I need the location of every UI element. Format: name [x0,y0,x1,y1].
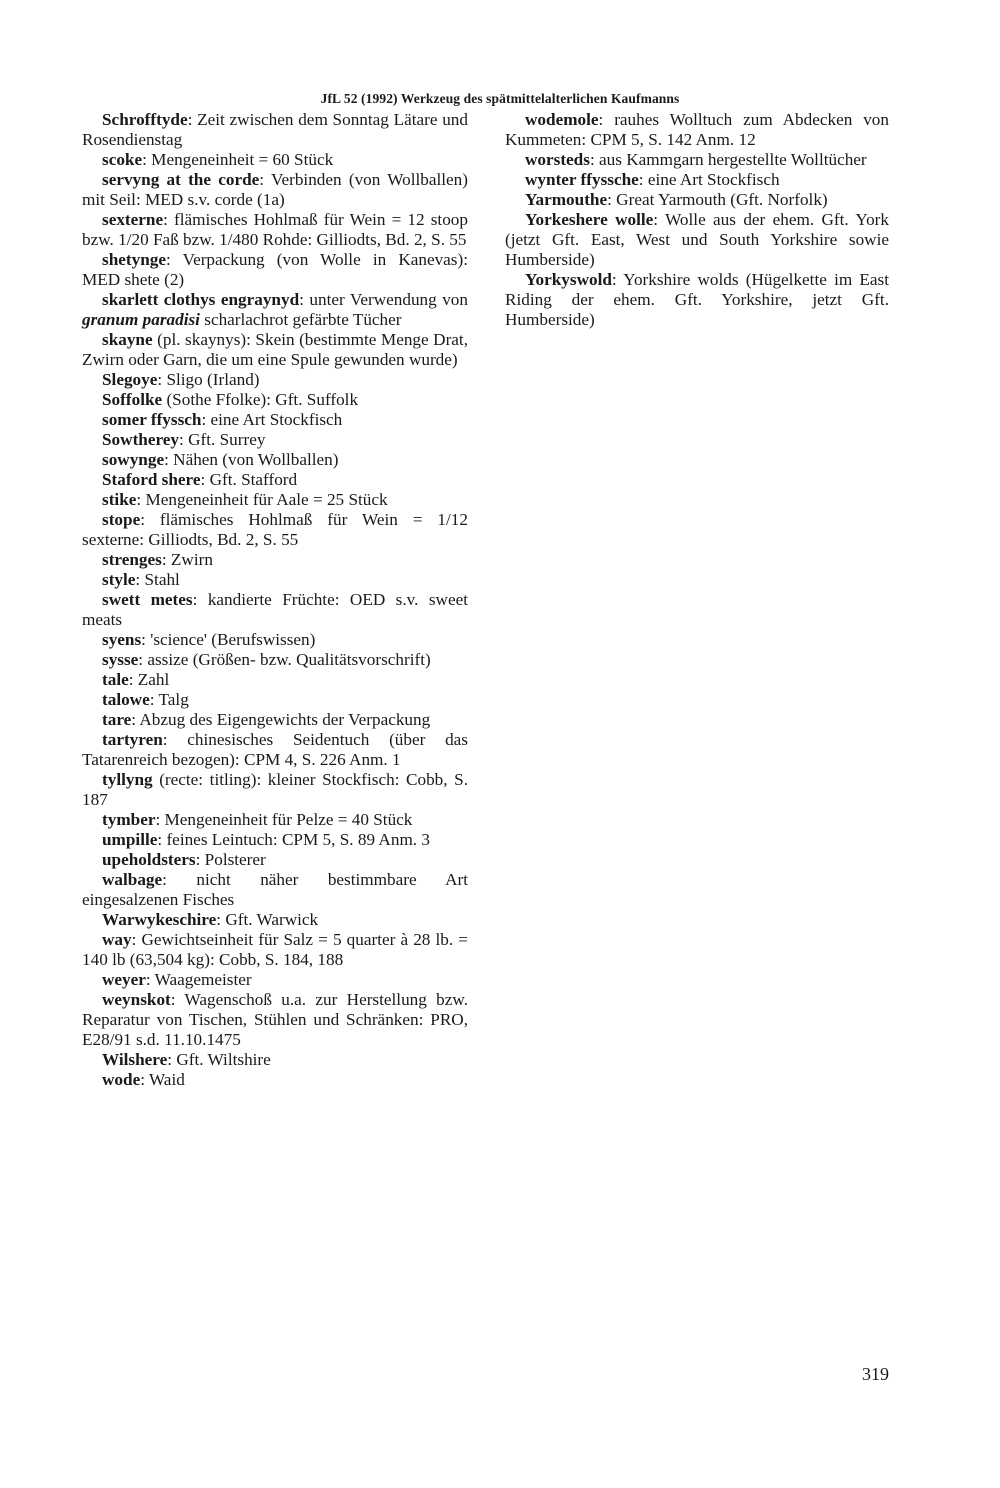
glossary-emphasis: granum paradisi [82,310,200,329]
glossary-definition: : Stahl [135,570,180,589]
glossary-definition: : Sligo (Irland) [157,370,260,389]
glossary-entry [82,290,468,330]
glossary-entry [82,110,468,150]
glossary-entry [82,330,468,370]
glossary-definition: : Verpackung (von Wolle in Kanevas): MED shete (2) [82,250,468,289]
glossary-definition: : Zwirn [161,550,213,569]
glossary-entry [505,270,889,330]
glossary-term: sysse [102,650,139,669]
glossary-definition: : Zahl [128,670,170,689]
glossary-entry [82,150,468,170]
glossary-entry [82,250,468,290]
glossary-term: tyllyng [102,770,153,789]
glossary-term: stike [102,490,137,509]
glossary-definition: : Wolle aus der ehem. Gft. York (jetzt Gft. East, West und South Yorkshire sowie Humberside) [505,210,889,269]
glossary-definition: : aus Kammgarn hergestellte Wolltücher [589,150,867,169]
glossary-term: strenges [102,550,162,569]
glossary-definition: : Gewichtseinheit für Salz = 5 quarter à 28 lb. = 140 lb (63,504 kg): Cobb, S. 184, 188 [82,930,468,969]
glossary-definition: : Gft. Wiltshire [167,1050,271,1069]
glossary-definition: : Wagenschoß u.a. zur Herstellung bzw. Reparatur von Tischen, Stühlen und Schränken: PRO, E28/91 s.d. 11.10.1475 [82,990,468,1049]
glossary-entry [82,970,468,990]
glossary-entry [82,930,468,970]
glossary-definition: : Mengeneinheit für Pelze = 40 Stück [155,810,413,829]
glossary-definition: : 'science' (Berufswissen) [141,630,316,649]
glossary-term: Schrofftyde [102,110,188,129]
glossary-entry [82,510,468,550]
glossary-entry [82,1050,468,1070]
glossary-definition: : Verbinden (von Wollballen) mit Seil: MED s.v. corde (1a) [82,170,468,209]
glossary-entry [82,650,468,670]
glossary-definition: : assize (Größen- bzw. Qualitätsvorschrift) [138,650,431,669]
glossary-entry [82,810,468,830]
glossary-term: Yorkyswold [525,270,612,289]
glossary-term: Yarmouthe [525,190,608,209]
glossary-term: shetynge [102,250,166,269]
glossary-term: Staford shere [102,470,201,489]
glossary-definition: : Abzug des Eigengewichts der Verpackung [131,710,431,729]
glossary-term: style [102,570,136,589]
glossary-term: syens [102,630,142,649]
glossary-definition: : eine Art Stockfisch [201,410,343,429]
glossary-entry [82,630,468,650]
glossary-entry [82,170,468,210]
glossary-definition: : rauhes Wolltuch zum Abdecken von Kummeten: CPM 5, S. 142 Anm. 12 [505,110,889,149]
glossary-entry [82,390,468,410]
glossary-term: tale [102,670,129,689]
glossary-definition: : nicht näher bestimmbare Art eingesalzenen Fisches [82,870,468,909]
glossary-term: talowe [102,690,150,709]
glossary-term: skayne [102,330,153,349]
glossary-entry [82,670,468,690]
glossary-entry [82,910,468,930]
glossary-entry [82,990,468,1050]
glossary-definition: scharlachrot gefärbte Tücher [199,310,402,329]
page-number: 319 [862,1364,889,1384]
glossary-term: Yorkeshere wolle [525,210,654,229]
glossary-definition: : flämisches Hohlmaß für Wein = 12 stoop bzw. 1/20 Faß bzw. 1/480 Rohde: Gilliodts, Bd. 2, S. 55 [82,210,468,249]
glossary-entry [82,430,468,450]
glossary-definition: : unter Verwendung von [299,290,468,309]
glossary-entry [82,770,468,810]
glossary-term: somer ffyssch [102,410,202,429]
glossary-definition: : Gft. Warwick [216,910,319,929]
glossary-definition: : eine Art Stockfisch [638,170,780,189]
glossary-entry [82,550,468,570]
glossary-term: swett metes [102,590,193,609]
glossary-entry [82,850,468,870]
glossary-definition: : Mengeneinheit für Aale = 25 Stück [136,490,388,509]
glossary-definition: : Talg [149,690,189,709]
glossary-definition: : Yorkshire wolds (Hügelkette im East Riding der ehem. Gft. Yorkshire, jetzt Gft. Humberside) [505,270,889,329]
glossary-definition: : feines Leintuch: CPM 5, S. 89 Anm. 3 [157,830,430,849]
glossary-definition: : Zeit zwischen dem Sonntag Lätare und Rosendienstag [82,110,468,149]
glossary-term: wynter ffyssche [525,170,639,189]
glossary-definition: : Polsterer [195,850,266,869]
glossary-term: weyer [102,970,146,989]
glossary-term: worsteds [525,150,590,169]
glossary-definition: : Waagemeister [145,970,252,989]
glossary-term: sexterne [102,210,164,229]
glossary-term: upeholdsters [102,850,196,869]
glossary-term: wode [102,1070,141,1089]
glossary-definition: : Great Yarmouth (Gft. Norfolk) [607,190,828,209]
glossary-entry [82,710,468,730]
glossary-column-left [82,110,468,1090]
glossary-entry [505,170,889,190]
glossary-term: tare [102,710,132,729]
glossary-term: Warwykeschire [102,910,217,929]
glossary-entry [82,210,468,250]
glossary-term: tartyren [102,730,163,749]
glossary-definition: : Gft. Surrey [179,430,266,449]
glossary-definition: : Nähen (von Wollballen) [164,450,339,469]
glossary-definition: : kandierte Früchte: OED s.v. sweet meats [82,590,468,629]
glossary-entry [505,210,889,270]
glossary-term: servyng at the corde [102,170,260,189]
glossary-term: scoke [102,150,143,169]
glossary-definition: : Gft. Stafford [200,470,298,489]
glossary-entry [505,190,889,210]
glossary-term: sowynge [102,450,165,469]
running-header: JfL 52 (1992) Werkzeug des spätmittelalterlichen Kaufmanns [320,91,680,106]
glossary-entry [82,870,468,910]
glossary-entry [82,590,468,630]
glossary-term: wodemole [525,110,599,129]
glossary-definition: : Waid [140,1070,185,1089]
glossary-term: walbage [102,870,163,889]
glossary-entry [82,470,468,490]
glossary-term: skarlett clothys engraynyd [102,290,300,309]
glossary-entry [505,110,889,150]
glossary-term: Wilshere [102,1050,168,1069]
glossary-term: umpille [102,830,158,849]
glossary-definition: : Mengeneinheit = 60 Stück [142,150,334,169]
glossary-entry [82,570,468,590]
glossary-column-right [505,110,889,330]
glossary-term: weynskot [102,990,171,1009]
glossary-entry [82,410,468,430]
glossary-entry [82,690,468,710]
glossary-term: stope [102,510,141,529]
glossary-term: Soffolke [102,390,163,409]
glossary-entry [82,490,468,510]
glossary-definition: (Sothe Ffolke): Gft. Suffolk [162,390,359,409]
glossary-entry [82,730,468,770]
glossary-term: Sowtherey [102,430,180,449]
glossary-definition: : chinesisches Seidentuch (über das Tatarenreich bezogen): CPM 4, S. 226 Anm. 1 [82,730,468,769]
glossary-definition: : flämisches Hohlmaß für Wein = 1/12 sexterne: Gilliodts, Bd. 2, S. 55 [82,510,468,549]
glossary-definition: (recte: titling): kleiner Stockfisch: Cobb, S. 187 [82,770,468,809]
glossary-entry [505,150,889,170]
glossary-entry [82,450,468,470]
glossary-term: Slegoye [102,370,158,389]
glossary-entry [82,1070,468,1090]
glossary-entry [82,830,468,850]
glossary-term: way [102,930,132,949]
glossary-entry [82,370,468,390]
glossary-term: tymber [102,810,156,829]
glossary-definition: (pl. skaynys): Skein (bestimmte Menge Drat, Zwirn oder Garn, die um eine Spule gewunden wurde) [82,330,468,369]
